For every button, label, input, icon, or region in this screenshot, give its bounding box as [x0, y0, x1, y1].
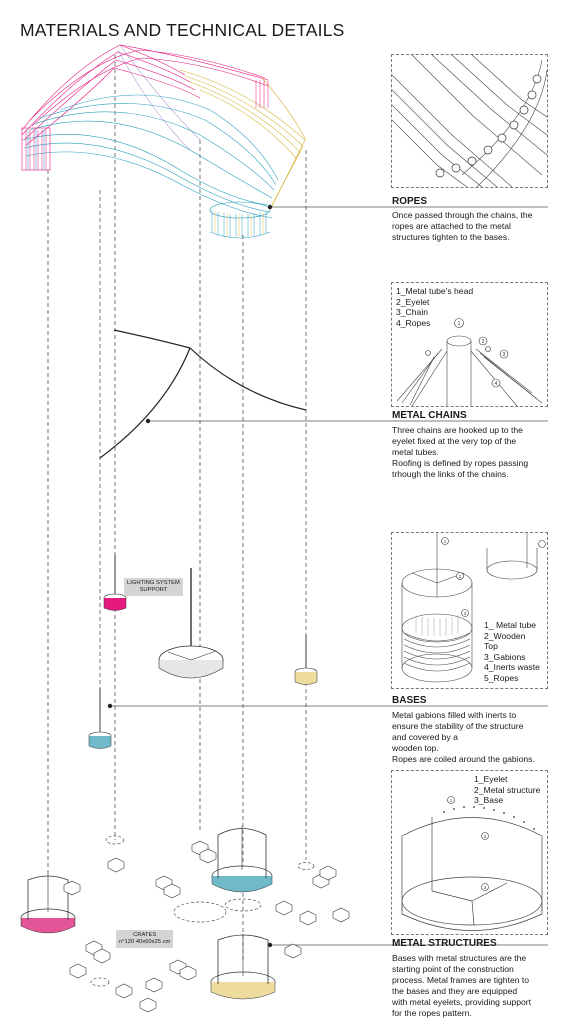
- chains-marker-2: 2: [481, 339, 485, 345]
- metal-chains-heading: METAL CHAINS: [392, 410, 467, 421]
- ropes-detail-drawing: [392, 55, 547, 187]
- structures-legend: 1_Eyelet 2_Metal structure 3_Base: [474, 774, 541, 805]
- ropes-detail-panel: [391, 54, 548, 188]
- rope-canopy: [22, 45, 306, 218]
- structures-marker-1: 1: [449, 798, 453, 803]
- chains-legend: 1_Metal tube's head 2_Eyelet 3_Chain 4_Ropes: [396, 286, 474, 328]
- chains-marker-1: 1: [457, 321, 461, 327]
- canopy-foot-left: [22, 128, 50, 170]
- yellow-base: [295, 635, 317, 685]
- bases-description: Metal gabions filled with inerts to ensure the stability of the structure and covered by a wooden top. Ropes are coiled around the gabions.: [392, 710, 535, 764]
- structures-marker-2: 2: [483, 834, 487, 839]
- lighting-support-tag: LIGHTING SYSTEM SUPPORT: [124, 578, 183, 596]
- alignment-lines: [48, 55, 306, 960]
- chains-marker-4: 4: [494, 381, 498, 387]
- teal-base: [89, 688, 111, 749]
- bases-marker-3: 3: [463, 611, 467, 616]
- crates-tag: CRATES n°120 40x60x25 cm: [116, 930, 173, 948]
- structures-marker-3: 3: [483, 885, 487, 890]
- canopy-foot-right: [210, 202, 270, 238]
- ropes-heading: ROPES: [392, 196, 428, 207]
- metal-structure-yellow: [211, 934, 275, 999]
- bases-marker-2: 2: [458, 574, 462, 579]
- metal-structures-description: Bases with metal structures are the starting point of the construction process. Metal frames are tighten to the bases and they are equipped with metal eyelets, providing support for the ropes pattern.: [392, 953, 532, 1018]
- metal-structure-teal: [212, 826, 272, 892]
- metal-chains: [100, 330, 306, 458]
- lighting-support-left: [104, 555, 126, 611]
- canopy-foot-back: [256, 80, 268, 108]
- chains-marker-3: 3: [502, 352, 506, 358]
- crates: [64, 841, 349, 1012]
- bases-heading: BASES: [392, 695, 427, 706]
- metal-structures-heading: METAL STRUCTURES: [392, 938, 497, 949]
- bases-marker-1: 1: [443, 539, 447, 544]
- bases-legend: 1_ Metal tube 2_Wooden Top 3_Gabions 4_Inerts waste 5_Ropes: [484, 620, 540, 683]
- ropes-description: Once passed through the chains, the ropes are attached to the metal structures tighten to the bases.: [392, 210, 533, 242]
- metal-chains-description: Three chains are hooked up to the eyelet fixed at the very top of the metal tubes. Roofing is defined by ropes passing trhough the links of the chains.: [392, 425, 529, 479]
- page-title: MATERIALS AND TECHNICAL DETAILS: [20, 20, 345, 40]
- metal-structure-magenta: [21, 874, 75, 933]
